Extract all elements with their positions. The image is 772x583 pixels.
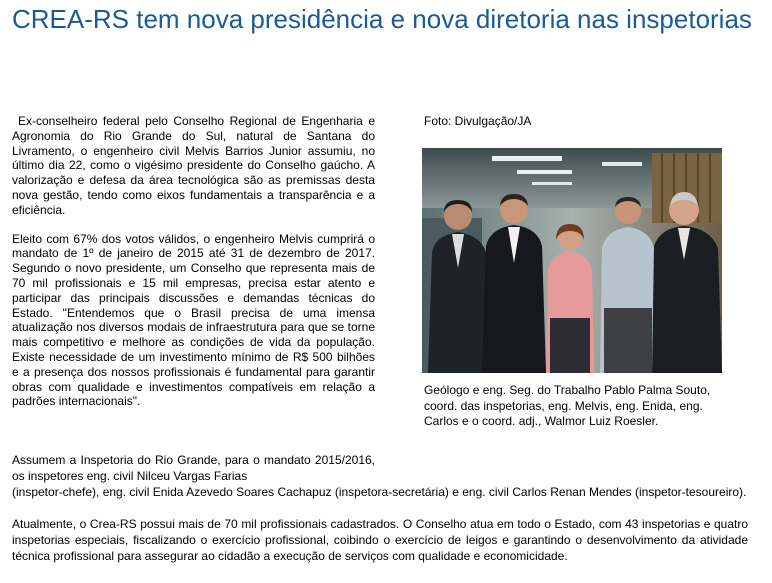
article-body-left-column — [12, 114, 375, 409]
article-paragraph-4: Atualmente, o Crea-RS possui mais de 70 mil profissionais cadastrados. O Conselho atua em todo o Estado, com 43 inspetorias e quatro inspetorias especiais, fiscalizando o exercício profissional, coibindo o exercício de leigos e garantindo o desenvolvimento da atividade técnica profissional para assegurar ao cidadão a execução de serviços com qualidade e economicidade. — [12, 517, 748, 563]
article-paragraph-1: Ex-conselheiro federal pelo Conselho Regional de Engenharia e Agronomia do Rio Grande do Sul, natural de Santana do Livramento, o engenheiro civil Melvis Barrios Junior assumiu, no último dia 22, como o vigésimo presidente do Conselho gaúcho. A valorização e defesa da área tecnológica são as premissas desta nova gestão, tendo como eixos fundamentais a transparência e a eficiência. — [12, 114, 375, 217]
article-headline: CREA-RS tem nova presidência e nova diretoria nas inspetorias — [12, 4, 752, 34]
article-photo — [422, 148, 722, 373]
photo-caption: Geólogo e eng. Seg. do Trabalho Pablo Palma Souto, coord. das inspetorias, eng. Melvis, eng. Enida, eng. Carlos e o coord. adj., Walmor Luiz Roesler. — [424, 383, 711, 428]
article-paragraph-3-end: (inspetor-chefe), eng. civil Enida Azevedo Soares Cachapuz (inspetora-secretária) e eng. civil Carlos Renan Mendes (inspetor-tesoureiro). — [12, 485, 747, 499]
group-photo-illustration — [422, 148, 722, 373]
article-paragraph-2: Eleito com 67% dos votos válidos, o engenheiro Melvis cumprirá o mandato de 1º de janeiro de 2015 até 31 de dezembro de 2017. Segundo o novo presidente, um Conselho que representa mais de 70 mil profissionais e 15 mil empresas, precisa estar atento e participar das principais discussões e demandas técnicas do Estado. "Entendemos que o Brasil precisa de uma imensa atualização nos diversos modais de infraestrutura para que se torne mais competitivo e melhore as condições de vida da população. Existe necessidade de um investimento mínimo de R$ 500 bilhões e a presença dos nossos profissionais é fundamental para garantir obras com qualidade e investimentos compatíveis em relação a padrões internacionais". — [12, 231, 375, 409]
photo-credit: Foto: Divulgação/JA — [424, 114, 532, 128]
article-paragraph-3-start: Assumem a Inspetoria do Rio Grande, para o mandato 2015/2016, os inspetores eng. civil Nilceu Vargas Farias — [12, 453, 375, 483]
